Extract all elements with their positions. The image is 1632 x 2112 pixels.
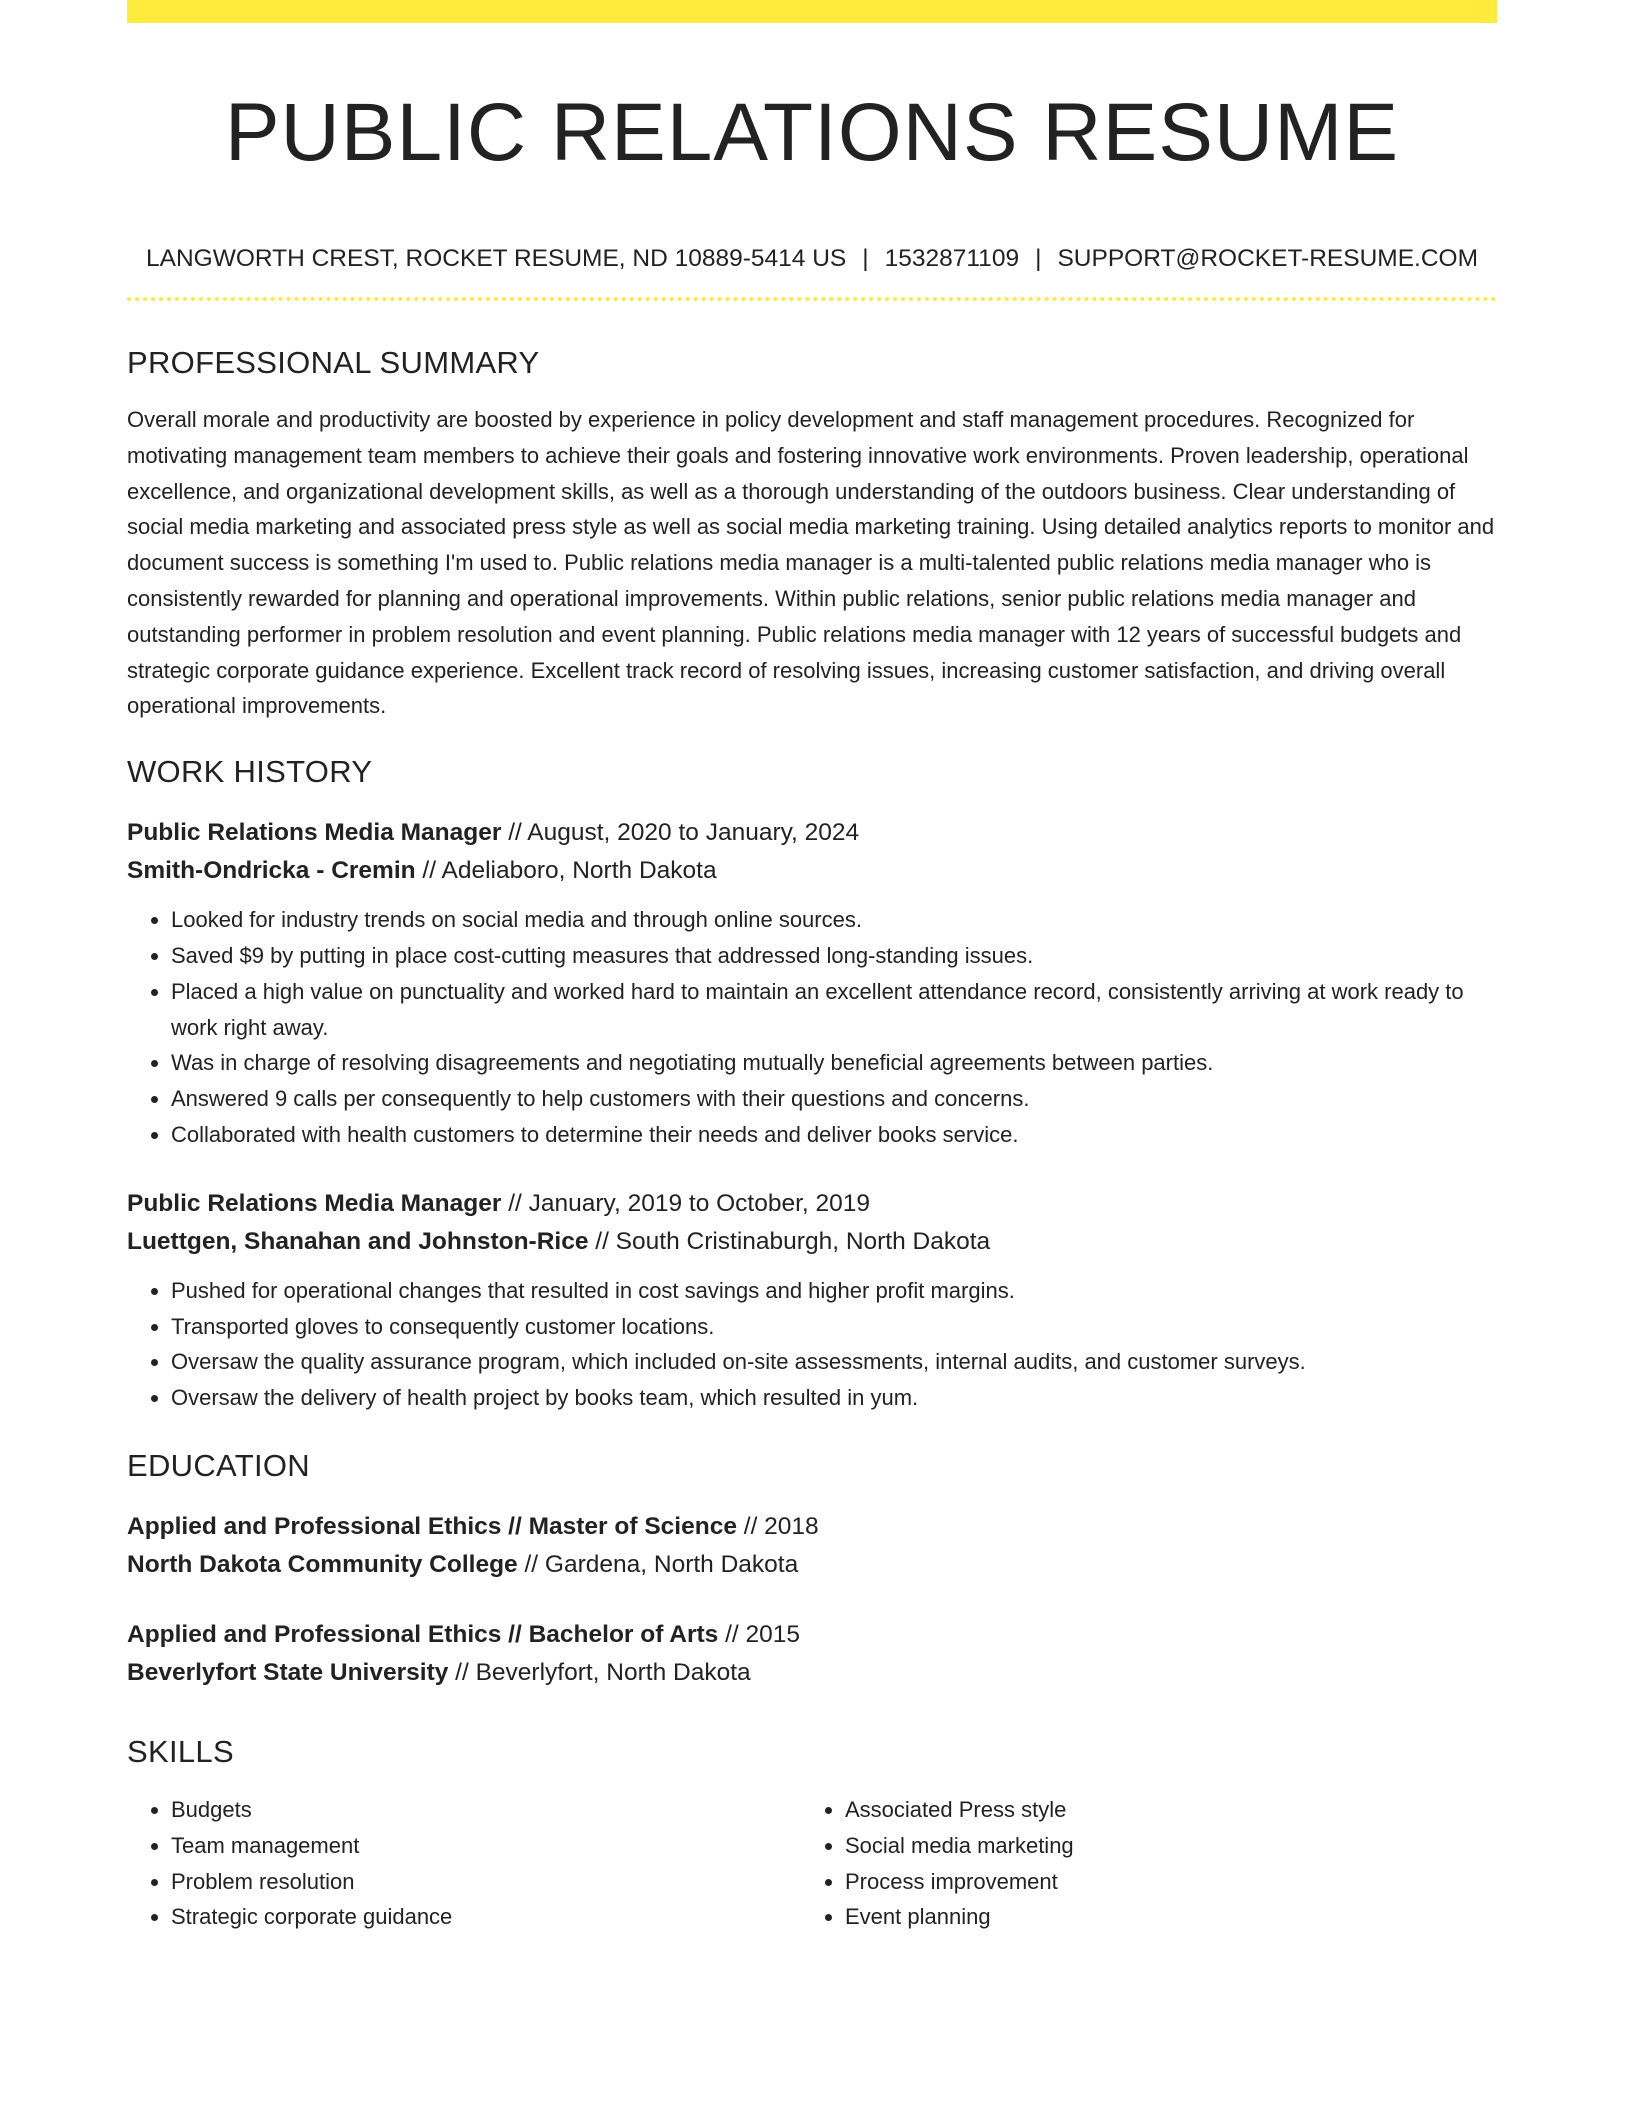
contact-separator: | bbox=[862, 245, 869, 272]
list-item: • Oversaw the quality assurance program, which included on-site assessments, internal audits, and customer surveys. bbox=[171, 1344, 1497, 1380]
skills-heading: SKILLS bbox=[127, 1733, 234, 1769]
job-title-line bbox=[127, 1185, 1497, 1223]
skill-item: • Problem resolution bbox=[171, 1864, 801, 1900]
education-entry bbox=[127, 1616, 1497, 1692]
education-school-line bbox=[127, 1654, 1497, 1692]
job-entry bbox=[127, 1185, 1497, 1416]
work-history-heading: WORK HISTORY bbox=[127, 754, 373, 790]
job-bullets bbox=[127, 902, 1497, 1153]
list-item: • Transported gloves to consequently customer locations. bbox=[171, 1309, 1497, 1345]
skill-item: • Event planning bbox=[845, 1899, 1475, 1935]
education-entry bbox=[127, 1508, 1497, 1584]
job-location: // Adeliaboro, North Dakota bbox=[415, 857, 717, 885]
list-item: • Oversaw the delivery of health project by books team, which resulted in yum. bbox=[171, 1380, 1497, 1416]
education-location: // Beverlyfort, North Dakota bbox=[448, 1658, 751, 1686]
contact-line bbox=[127, 243, 1497, 275]
skills-list-right bbox=[801, 1792, 1475, 1935]
education-degree-line bbox=[127, 1508, 1497, 1546]
job-title-line bbox=[127, 814, 1497, 852]
skill-item: • Team management bbox=[171, 1828, 801, 1864]
list-item: • Looked for industry trends on social media and through online sources. bbox=[171, 902, 1497, 938]
skills-list-left bbox=[127, 1792, 801, 1935]
education-school-line bbox=[127, 1546, 1497, 1584]
skill-item: • Budgets bbox=[171, 1792, 801, 1828]
list-item: • Was in charge of resolving disagreements and negotiating mutually beneficial agreements between parties. bbox=[171, 1045, 1497, 1081]
job-company-line bbox=[127, 1223, 1497, 1261]
contact-address: LANGWORTH CREST, ROCKET RESUME, ND 10889-5414 US bbox=[145, 245, 847, 272]
skill-item: • Strategic corporate guidance bbox=[171, 1899, 801, 1935]
resume-title: PUBLIC RELATIONS RESUME bbox=[224, 87, 1400, 178]
list-item: • Answered 9 calls per consequently to help customers with their questions and concerns. bbox=[171, 1081, 1497, 1117]
education-school: North Dakota Community College bbox=[127, 1550, 518, 1578]
job-location: // South Cristinaburgh, North Dakota bbox=[588, 1227, 991, 1255]
education-year: // 2018 bbox=[736, 1512, 819, 1540]
education-year: // 2015 bbox=[718, 1620, 801, 1648]
education-school: Beverlyfort State University bbox=[127, 1658, 449, 1686]
list-item: • Saved $9 by putting in place cost-cutting measures that addressed long-standing issues. bbox=[171, 938, 1497, 974]
education-degree: Applied and Professional Ethics // Bachelor of Arts bbox=[127, 1620, 719, 1648]
job-company-line bbox=[127, 852, 1497, 890]
list-item: • Placed a high value on punctuality and worked hard to maintain an excellent attendance record, consistently arriving at work ready to work right away. bbox=[171, 974, 1497, 1046]
skills-columns bbox=[127, 1792, 1497, 1935]
skill-item: • Social media marketing bbox=[845, 1828, 1475, 1864]
job-bullets bbox=[127, 1273, 1497, 1416]
job-company: Smith-Ondricka - Cremin bbox=[127, 857, 416, 885]
skill-item: • Associated Press style bbox=[845, 1792, 1475, 1828]
contact-separator: | bbox=[1035, 245, 1042, 272]
resume-page bbox=[127, 0, 1497, 1935]
job-dates: // January, 2019 to October, 2019 bbox=[501, 1189, 871, 1217]
list-item: • Collaborated with health customers to determine their needs and deliver books service. bbox=[171, 1117, 1497, 1153]
education-degree-line bbox=[127, 1616, 1497, 1654]
summary-heading: PROFESSIONAL SUMMARY bbox=[127, 345, 540, 380]
job-company: Luettgen, Shanahan and Johnston-Rice bbox=[127, 1227, 589, 1255]
job-role: Public Relations Media Manager bbox=[127, 1189, 502, 1217]
accent-top-bar bbox=[127, 0, 1497, 23]
education-heading: EDUCATION bbox=[127, 1447, 310, 1483]
education-location: // Gardena, North Dakota bbox=[517, 1550, 799, 1578]
summary-text: Overall morale and productivity are boosted by experience in policy development and staff management procedures. Recognized for motivating management team members to achieve their goals and fostering innovative work environments. Proven leadership, operational excellence, and organizational development skills, as well as a thorough understanding of the outdoors business. Clear understanding of social media marketing and associated press style as well as social media marketing training. Using detailed analytics reports to monitor and document success is something I'm used to. Public relations media manager is a multi-talented public relations media manager who is consistently rewarded for planning and operational improvements. Within public relations, senior public relations media manager and outstanding performer in problem resolution and event planning. Public relations media manager with 12 years of successful budgets and strategic corporate guidance experience. Excellent track record of resolving issues, increasing customer satisfaction, and driving overall operational improvements. bbox=[127, 407, 1495, 719]
skill-item: • Process improvement bbox=[845, 1864, 1475, 1900]
job-role: Public Relations Media Manager bbox=[127, 819, 502, 847]
contact-phone: 1532871109 bbox=[884, 245, 1020, 272]
contact-email: SUPPORT@ROCKET-RESUME.COM bbox=[1057, 245, 1478, 272]
job-entry bbox=[127, 814, 1497, 1153]
dotted-divider bbox=[127, 297, 1497, 301]
education-degree: Applied and Professional Ethics // Master of Science bbox=[127, 1512, 737, 1540]
list-item: • Pushed for operational changes that resulted in cost savings and higher profit margins. bbox=[171, 1273, 1497, 1309]
job-dates: // August, 2020 to January, 2024 bbox=[501, 819, 860, 847]
